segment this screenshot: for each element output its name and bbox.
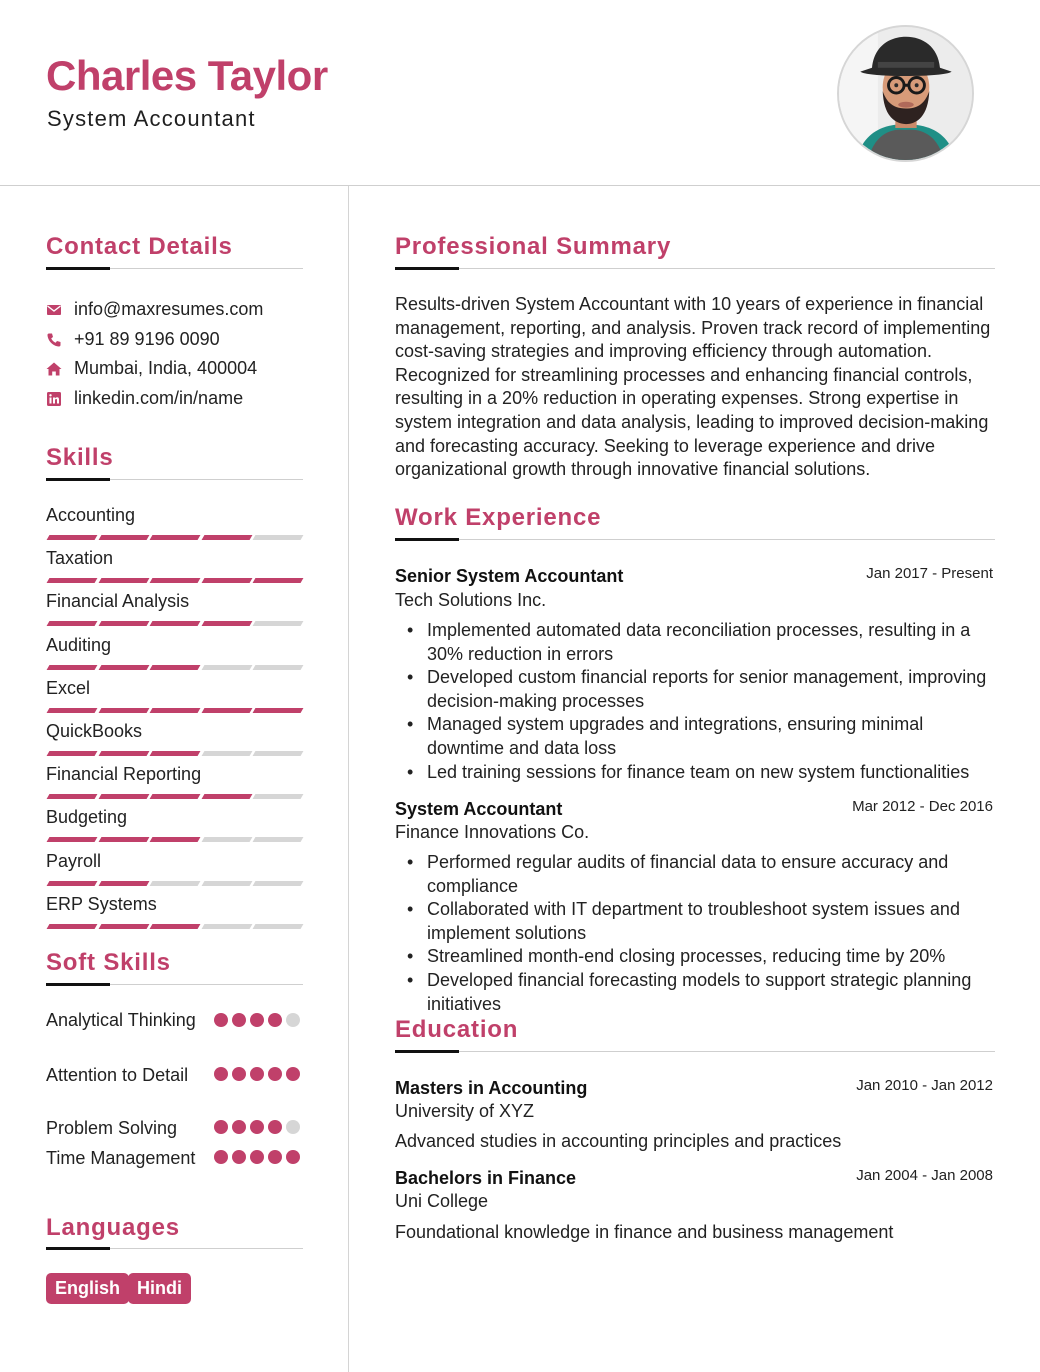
language-badge: Hindi [128,1273,191,1304]
summary-section-rule [395,268,995,269]
skill-name: Accounting [46,505,136,525]
languages-section-title: Languages [46,1214,180,1241]
skill-level-segment [253,535,304,540]
soft-skill-name: Problem Solving [46,1118,178,1138]
job-bullet: • Managed system upgrades and integrations, ensuring minimal downtime and data loss [405,713,1000,760]
skill-level-segment [253,794,304,799]
skill-level-segment [47,837,98,842]
language-badge: English [46,1273,129,1304]
skill-level-segment [47,621,98,626]
school-name: University of XYZ [395,1101,535,1121]
skill-level-segment [150,578,201,583]
skill-level-segment [98,578,149,583]
skill-level-segment [201,621,252,626]
skill-level-segment [47,924,98,929]
contact-address [46,358,257,379]
job-title: System Accountant [395,799,563,819]
skill-level-segment [253,837,304,842]
skill-level-segment [98,751,149,756]
rating-dot [268,1067,282,1081]
skill-level-segment [150,837,201,842]
job-bullet: • Developed financial forecasting models to support strategic planning initiatives [405,969,1000,1016]
contact-email[interactable] [46,299,263,320]
rating-dot [286,1013,300,1027]
soft-skill-rating [214,1120,304,1134]
skill-level-bar [46,708,302,713]
skill-level-segment [253,881,304,886]
education-section-title: Education [395,1016,519,1043]
skill-level-segment [201,665,252,670]
contact-email-text: info@maxresumes.com [74,299,264,319]
rating-dot [214,1067,228,1081]
candidate-role: System Accountant [47,106,256,131]
rating-dot [232,1120,246,1134]
skill-name: Financial Analysis [46,591,190,612]
envelope-icon [46,302,62,318]
skill-level-segment [47,794,98,799]
soft-skill-rating [214,1013,304,1027]
education-section-rule [395,1051,995,1052]
summary-section-title: Professional Summary [395,233,672,260]
resume-header [0,0,1040,186]
skill-level-segment [47,881,98,886]
skill-level-segment [98,794,149,799]
skill-level-segment [150,924,201,929]
job-bullet: • Streamlined month-end closing processes, reducing time by 20% [405,945,1000,969]
rating-dot [250,1067,264,1081]
summary-text: Results-driven System Accountant with 10 years of experience in financial management, reporting, and analysis. Proven track record of implementing cost-saving strategies and improving efficiency through automation. Recognized for streamlining processes and enhancing financial controls, resulting in a 20% reduction in operating expenses. Strong expertise in system integration and data analysis, leading to improved decision-making and forecasting accuracy. Seeking to leverage experience and drive organizational growth through innovative financial solutions. [395,294,991,480]
skill-level-bar [46,578,302,583]
degree-description: Foundational knowledge in finance and business management [395,1222,894,1242]
skill-level-segment [201,751,252,756]
rating-dot [286,1067,300,1081]
home-icon [46,361,62,377]
skill-level-segment [47,665,98,670]
soft-skill-name: Analytical Thinking [46,1010,196,1030]
candidate-name: Charles Taylor [46,52,328,99]
profile-photo [837,25,974,162]
skill-name: Financial Reporting [46,764,202,785]
linkedin-icon [46,391,62,407]
skill-level-segment [98,881,149,886]
skill-level-bar [46,794,302,799]
skill-name: Taxation [46,548,114,569]
column-divider [348,186,349,1372]
degree-title: Masters in Accounting [395,1078,588,1098]
rating-dot [214,1120,228,1134]
soft-skills-section-title: Soft Skills [46,949,171,976]
skill-level-bar [46,751,302,756]
job-dates: Mar 2012 - Dec 2016 [852,798,993,815]
job-bullet: • Led training sessions for finance team on new system functionalities [405,761,1000,785]
skill-level-segment [98,665,149,670]
skill-level-segment [47,708,98,713]
skill-name: Budgeting [46,807,128,828]
skills-section-rule [46,479,303,480]
skill-name: Auditing [46,634,112,655]
skill-level-segment [253,708,304,713]
job-bullets [405,619,1000,784]
soft-skills-section-rule [46,984,303,985]
skill-name: QuickBooks [46,721,143,741]
skill-level-segment [150,794,201,799]
skill-level-segment [201,708,252,713]
degree-title: Bachelors in Finance [395,1168,577,1188]
rating-dot [232,1150,246,1164]
skill-level-segment [47,751,98,756]
rating-dot [232,1013,246,1027]
contact-linkedin-text: linkedin.com/in/name [74,388,244,408]
skill-name: ERP Systems [46,893,157,914]
skill-level-bar [46,535,302,540]
rating-dot [268,1120,282,1134]
skill-level-segment [47,535,98,540]
skills-section-title: Skills [46,444,114,471]
job-title: Senior System Accountant [395,566,624,586]
skill-level-segment [253,751,304,756]
skill-level-segment [201,924,252,929]
contact-phone[interactable] [46,329,220,350]
skill-level-segment [201,578,252,583]
soft-skill-rating [214,1150,304,1164]
phone-icon [46,332,62,348]
skill-level-segment [201,881,252,886]
rating-dot [286,1120,300,1134]
job-company: Tech Solutions Inc. [395,590,547,610]
rating-dot [286,1150,300,1164]
skill-level-segment [98,837,149,842]
experience-section-rule [395,539,995,540]
rating-dot [214,1150,228,1164]
skill-level-segment [201,535,252,540]
skill-level-segment [98,924,149,929]
skill-level-segment [150,708,201,713]
soft-skill-name: Time Management [46,1148,196,1168]
degree-dates: Jan 2004 - Jan 2008 [856,1167,993,1184]
skill-level-bar [46,665,302,670]
job-bullet: • Collaborated with IT department to troubleshoot system issues and implement solutions [405,898,1000,945]
skill-level-segment [98,535,149,540]
languages-section-rule [46,1248,303,1249]
skill-level-segment [150,535,201,540]
skill-level-segment [253,924,304,929]
rating-dot [232,1067,246,1081]
contact-section-rule [46,268,303,269]
rating-dot [268,1150,282,1164]
skill-level-segment [150,751,201,756]
rating-dot [250,1013,264,1027]
contact-address-text: Mumbai, India, 400004 [74,358,258,378]
job-bullets [405,851,1000,1016]
job-bullet: • Implemented automated data reconciliation processes, resulting in a 30% reduction in errors [405,619,1000,666]
contact-phone-text: +91 89 9196 0090 [74,329,220,349]
job-company: Finance Innovations Co. [395,822,590,842]
skill-level-segment [98,621,149,626]
skill-level-segment [201,794,252,799]
skill-level-bar [46,881,302,886]
skill-level-segment [47,578,98,583]
skill-level-bar [46,837,302,842]
skill-name: Payroll [46,850,102,871]
job-bullet: • Performed regular audits of financial data to ensure accuracy and compliance [405,851,1000,898]
rating-dot [250,1150,264,1164]
skill-level-segment [253,621,304,626]
skill-level-segment [150,621,201,626]
contact-section-title: Contact Details [46,233,233,260]
school-name: Uni College [395,1191,489,1211]
rating-dot [250,1120,264,1134]
job-bullet: • Developed custom financial reports for senior management, improving decision-making processes [405,666,1000,713]
skill-level-bar [46,621,302,626]
experience-section-title: Work Experience [395,504,602,531]
degree-dates: Jan 2010 - Jan 2012 [856,1077,993,1094]
rating-dot [268,1013,282,1027]
skill-level-segment [98,708,149,713]
soft-skill-rating [214,1067,304,1081]
job-dates: Jan 2017 - Present [866,565,993,582]
skill-level-segment [253,665,304,670]
soft-skill-name: Attention to Detail [46,1065,189,1085]
skill-level-segment [150,881,201,886]
skill-level-segment [150,665,201,670]
skill-level-segment [253,578,304,583]
skill-level-segment [201,837,252,842]
degree-description: Advanced studies in accounting principles and practices [395,1131,842,1151]
contact-linkedin[interactable] [46,388,243,409]
skill-name: Excel [46,677,91,698]
skill-level-bar [46,924,302,929]
rating-dot [214,1013,228,1027]
profile-photo-illustration [839,27,972,160]
